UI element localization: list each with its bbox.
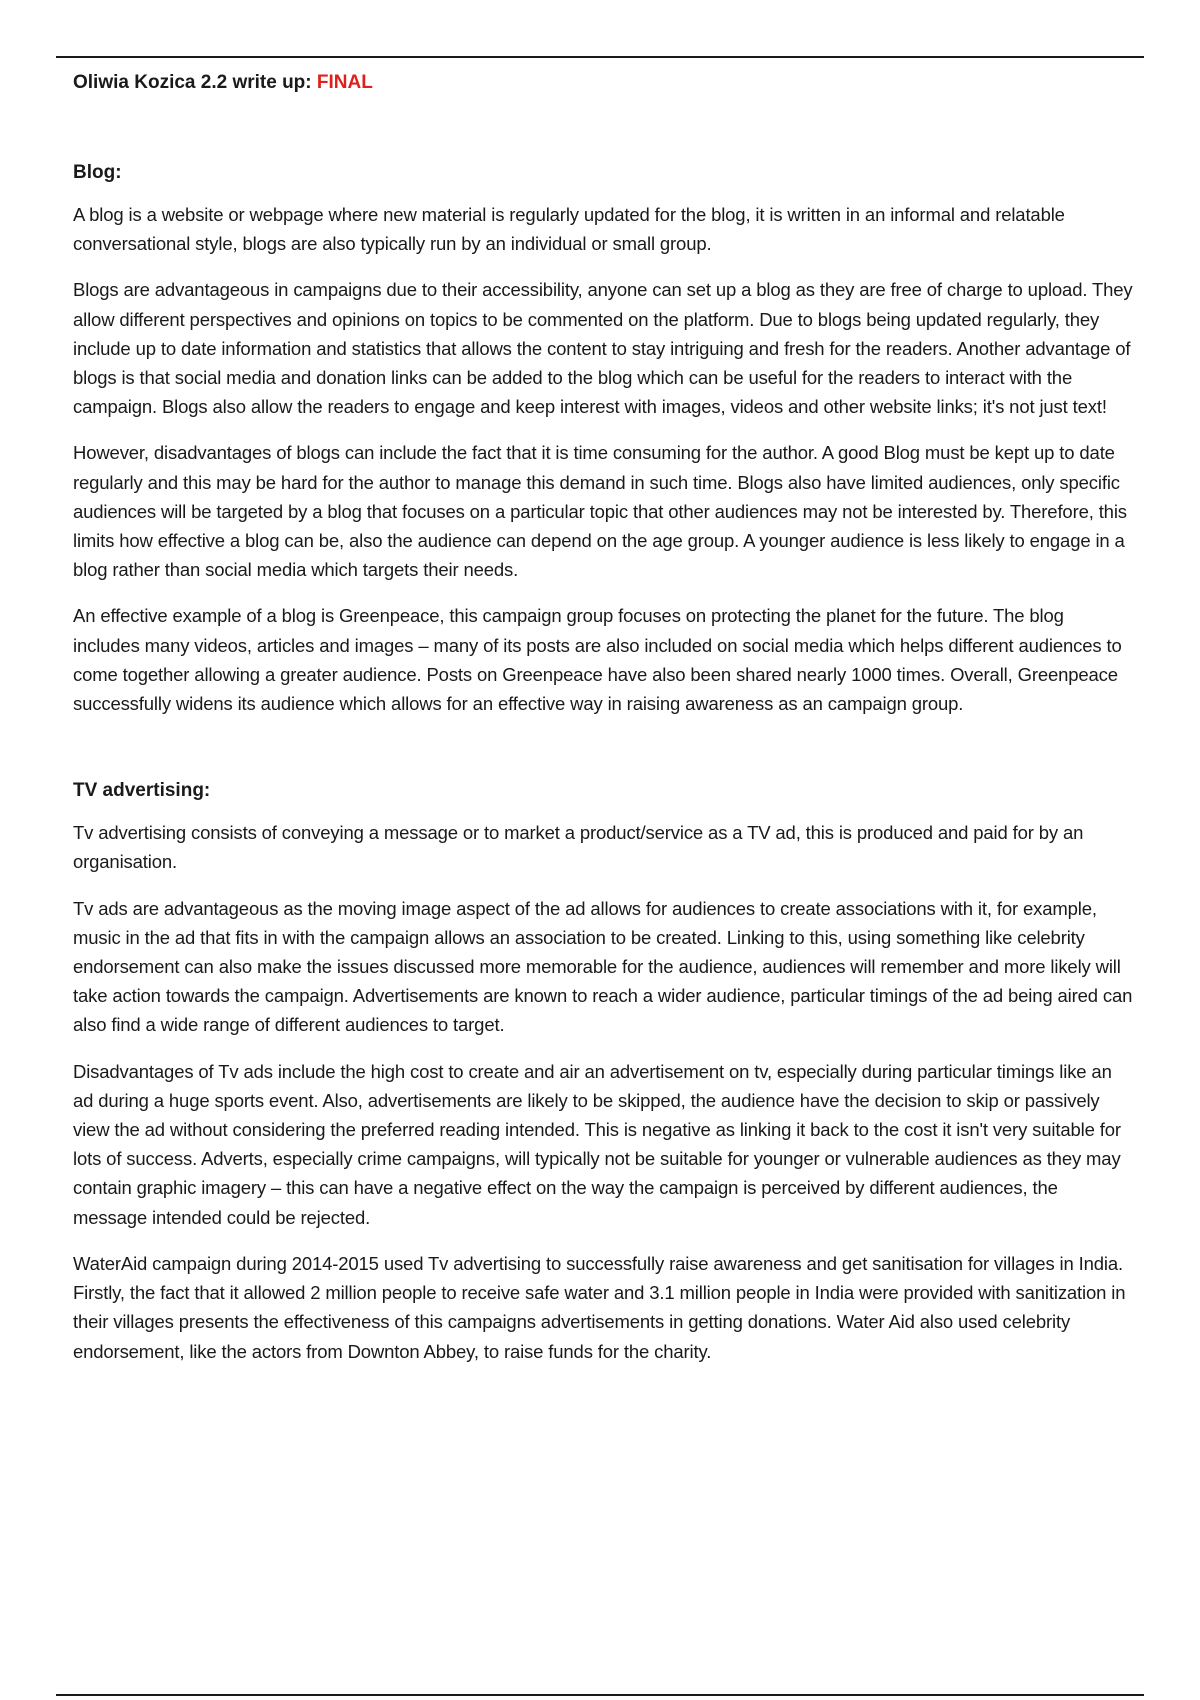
paragraph: However, disadvantages of blogs can include the fact that it is time consuming for the author. A good Blog must be kept up to date regularly and this may be hard for the author to manage this demand in such time. Blogs also have limited audiences, only specific audiences will be targeted by a blog that focuses on a particular topic that other audiences may not be interested by. Therefore, this limits how effective a blog can be, also the audience can depend on the age group. A younger audience is less likely to engage in a blog rather than social media which targets their needs. <box>73 442 1127 581</box>
paragraph: Tv advertising consists of conveying a message or to market a product/service as a TV ad, this is produced and paid for by an organisation. <box>73 822 1084 873</box>
section-blog <box>73 160 1133 718</box>
section-heading: Blog: <box>73 162 122 183</box>
paragraph: WaterAid campaign during 2014-2015 used Tv advertising to successfully raise awareness and get sanitisation for villages in India. Firstly, the fact that it allowed 2 million people to receive safe water and 3.1 million people in India were provided with sanitization in their villages presents the effectiveness of this campaigns advertisements in getting donations. Water Aid also used celebrity endorsement, like the actors from Downton Abbey, to raise funds for the charity. <box>73 1252 1126 1362</box>
paragraph: An effective example of a blog is Greenpeace, this campaign group focuses on protecting the planet for the future. The blog includes many videos, articles and images – many of its posts are also included on social media which helps different audiences to come together allowing a greater audience. Posts on Greenpeace have also been shared nearly 1000 times. Overall, Greenpeace successfully widens its audience which allows for an effective way in raising awareness as an campaign group. <box>73 605 1122 715</box>
paragraph: A blog is a website or webpage where new material is regularly updated for the blog, it is written in an informal and relatable conversational style, blogs are also typically run by an individual or small group. <box>73 204 1065 255</box>
paragraph: Disadvantages of Tv ads include the high cost to create and air an advertisement on tv, especially during particular timings like an ad during a huge sports event. Also, advertisements are likely to be skipped, the audience have the decision to skip or passively view the ad without considering the preferred reading intended. This is negative as linking it back to the cost it isn't very suitable for lots of success. Adverts, especially crime campaigns, will typically not be suitable for younger or vulnerable audiences as they may contain graphic imagery – this can have a negative effect on the way the campaign is perceived by different audiences, the message intended could be rejected. <box>73 1060 1121 1228</box>
paragraph: Blogs are advantageous in campaigns due to their accessibility, anyone can set up a blog as they are free of charge to upload. They allow different perspectives and opinions on topics to be commented on the platform. Due to blogs being updated regularly, they include up to date information and statistics that allows the content to stay intriguing and fresh for the readers. Another advantage of blogs is that social media and donation links can be added to the blog which can be useful for the readers to interact with the campaign. Blogs also allow the readers to engage and keep interest with images, videos and other website links; it's not just text! <box>73 279 1133 418</box>
top-rule <box>56 56 1144 58</box>
title-text: Oliwia Kozica 2.2 write up: <box>73 72 312 93</box>
bottom-rule <box>56 1694 1144 1696</box>
section-tv-advertising <box>73 778 1133 1365</box>
section-heading: TV advertising: <box>73 780 211 802</box>
document-title <box>73 70 1133 96</box>
status-label: FINAL <box>316 72 373 93</box>
paragraph: Tv ads are advantageous as the moving image aspect of the ad allows for audiences to create associations with it, for example, music in the ad that fits in with the campaign allows an association to be created. Linking to this, using something like celebrity endorsement can also make the issues discussed more memorable for the audience, audiences will remember and more likely will take action towards the campaign. Advertisements are known to reach a wider audience, particular timings of the ad being aired can also find a wide range of different audiences to target. <box>73 897 1133 1036</box>
document-page <box>73 70 1133 1383</box>
